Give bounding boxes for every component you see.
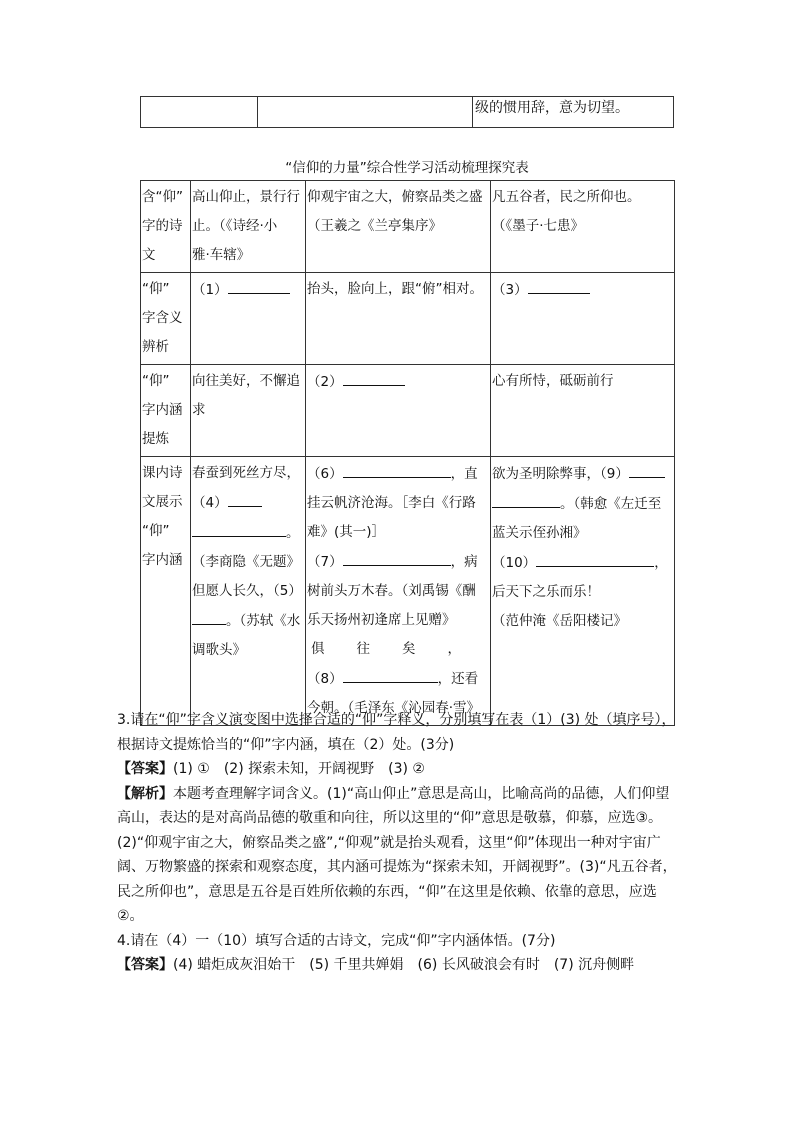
table-title: “信仰的力量”综合性学习活动梳理探究表 xyxy=(285,160,529,176)
table-row xyxy=(141,457,675,726)
blank-9-cont[interactable] xyxy=(492,489,560,508)
blank-8[interactable] xyxy=(343,664,438,683)
cell-shijing: 高山仰止，景行行 止。（《诗经·小 雅·车辖》 xyxy=(191,181,306,273)
exploration-table xyxy=(140,180,675,726)
blank-2[interactable] xyxy=(343,367,405,386)
blank-10[interactable] xyxy=(536,548,654,567)
blank-7[interactable] xyxy=(343,547,451,566)
row-label: 课内诗 文展示 “仰” 字内涵 xyxy=(141,457,191,726)
blank-1-cell: （1） xyxy=(191,273,306,365)
table-row xyxy=(141,365,675,457)
cell-lantingxu: 仰观宇宙之大，俯察品类之盛 （王羲之《兰亭集序》 xyxy=(306,181,491,273)
cell-connotation-3: 心有所恃，砥砺前行 xyxy=(491,365,675,457)
blank-4[interactable] xyxy=(228,488,262,507)
blank-9[interactable] xyxy=(629,459,665,478)
blank-4-cont[interactable] xyxy=(192,518,286,537)
explanation-3: 【解析】本题考查理解字词含义。(1)“高山仰止”意思是高山，比喻高尚的品德，人们仰望高山，表达的是对高尚品德的敬重和向往，所以这里的“仰”意思是敬慕，仰慕，应选③。(2)“仰观宇宙之大，俯察品类之盛”,“仰观”就是抬头观看，这里“仰”体现出一种对宇宙广阔、万物繁盛的探索和观察态度，其内涵可提炼为“探索未知，开阔视野”。(3)“凡五谷者，民之所仰也”，意思是五谷是百姓所依赖的东西，“仰”在这里是依赖、依靠的意思，应选②。 xyxy=(117,785,677,924)
question-4: 4.请在（4）一（10）填写合适的古诗文，完成“仰”字内涵体悟。(7分) xyxy=(117,932,556,949)
cell-connotation-1: 向往美好，不懈追 求 xyxy=(191,365,306,457)
table-row xyxy=(141,181,675,273)
top-cell-1 xyxy=(141,97,258,128)
cell-mozi: 凡五谷者，民之所仰也。 （《墨子·七患》 xyxy=(491,181,675,273)
row-label: “仰” 字内涵 提炼 xyxy=(141,365,191,457)
cell-poems-3: 欲为圣明除弊事，（9） 。（韩愈《左迁至 蓝关示侄孙湘》 （10） ， 后天下之乐而乐！ （范仲淹《岳阳楼记》 xyxy=(491,457,675,726)
row-label: “仰” 字含义 辨析 xyxy=(141,273,191,365)
top-cell-3: 级的惯用辞，意为切望。 xyxy=(473,97,674,128)
top-cell-2 xyxy=(258,97,473,128)
spread-line: 俱 往 矣 ， xyxy=(311,641,461,657)
table-row xyxy=(141,273,675,365)
question-3: 3.请在“仰”字含义演变图中选择合适的“仰”字释义，分别填写在表（1）(3) 处（填序号），根据诗文提炼恰当的“仰”字内涵，填在（2）处。(3分) xyxy=(117,712,676,753)
blank-2-cell: （2） xyxy=(306,365,491,457)
blank-3-cell: （3） xyxy=(491,273,675,365)
answer-4: 【答案】(4) 蜡炬成灰泪始干 (5) 千里共婵娟 (6) 长风破浪会有时 (7) 沉舟侧畔 xyxy=(117,957,635,973)
blank-1[interactable] xyxy=(228,275,290,294)
blank-5[interactable] xyxy=(192,606,226,625)
cell-poems-1: 春蚕到死丝方尽， （4） 。 （李商隐《无题》 但愿人长久，（5） 。（苏轼《水 调歌头》 xyxy=(191,457,306,726)
answer-3: 【答案】(1) ① (2) 探索未知，开阔视野 (3) ② xyxy=(117,761,425,777)
cell-poems-2: （6） ，直 挂云帆济沧海。［李白《行路 难》(其一)］ （7） ，病 树前头万木春。（刘禹锡《酬 乐天扬州初逢席上见赠》 俱 往 矣 ， （8） ，还看 今朝。（毛泽东《沁园春·雪》 xyxy=(306,457,491,726)
question-text xyxy=(117,708,679,978)
blank-3[interactable] xyxy=(528,275,590,294)
blank-6[interactable] xyxy=(343,459,451,478)
row-label: 含“仰” 字的诗 文 xyxy=(141,181,191,273)
top-table-fragment xyxy=(140,96,674,128)
cell-meaning-2: 抬头，脸向上，跟“俯”相对。 xyxy=(306,273,491,365)
